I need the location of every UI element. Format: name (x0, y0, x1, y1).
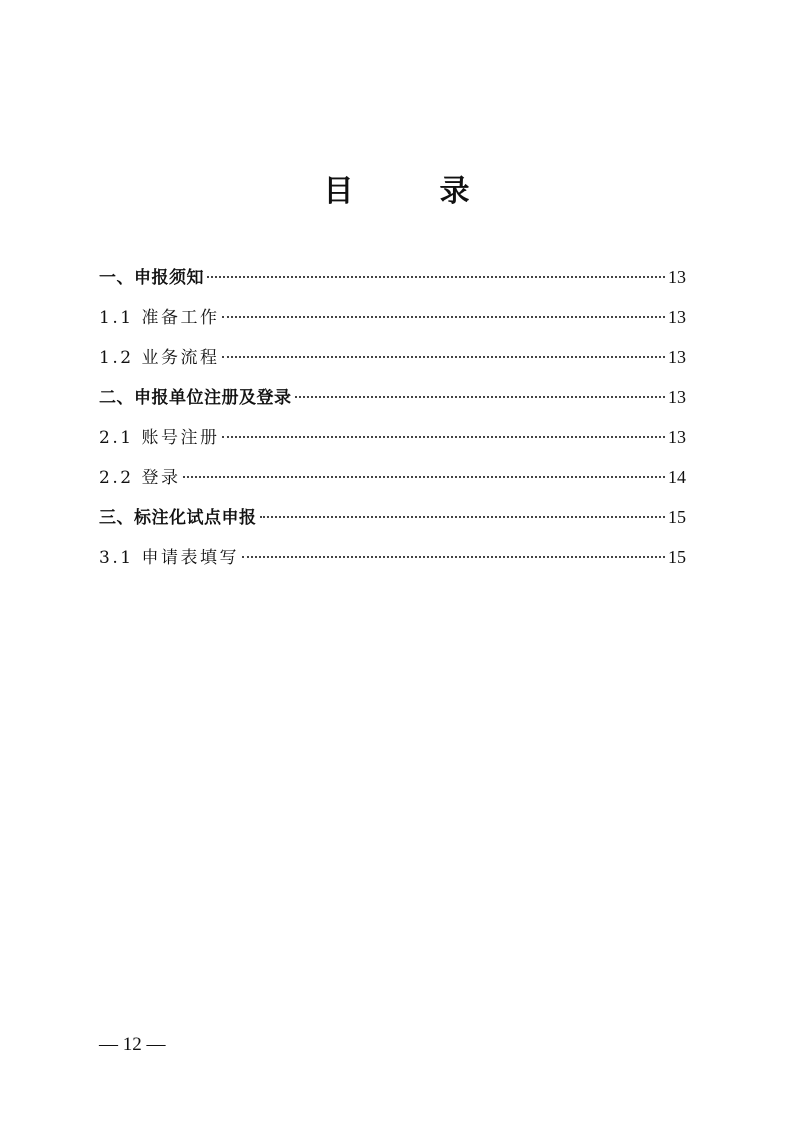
toc-dot-leader (260, 516, 666, 518)
toc-entry[interactable] (99, 502, 686, 542)
toc-entry-page: 13 (668, 427, 686, 447)
toc-entry-label: 三、标注化试点申报 (99, 508, 257, 528)
toc-entry[interactable] (99, 422, 686, 462)
toc-entry-page: 14 (668, 467, 686, 487)
toc-dot-leader (295, 396, 666, 398)
toc-entry-label: 1.2 业务流程 (99, 348, 220, 368)
toc-dot-leader (222, 436, 665, 438)
toc-entry-page: 15 (668, 507, 686, 527)
toc-entry-page: 13 (668, 267, 686, 287)
page-number: — 12 — (99, 1034, 166, 1055)
toc-entry-label: 2.1 账号注册 (99, 428, 220, 448)
toc-dot-leader (242, 556, 665, 558)
table-of-contents (99, 262, 686, 582)
toc-entry-page: 13 (668, 387, 686, 407)
toc-dot-leader (207, 276, 665, 278)
toc-entry[interactable] (99, 302, 686, 342)
toc-entry-page: 13 (668, 347, 686, 367)
toc-entry[interactable] (99, 342, 686, 382)
toc-entry[interactable] (99, 382, 686, 422)
toc-dot-leader (222, 356, 665, 358)
page-title: 目 录 (323, 174, 498, 209)
toc-entry-label: 3.1 申请表填写 (99, 548, 239, 568)
toc-entry-label: 一、申报须知 (99, 268, 204, 288)
toc-dot-leader (183, 476, 665, 478)
toc-dot-leader (222, 316, 665, 318)
toc-entry[interactable] (99, 262, 686, 302)
toc-entry[interactable] (99, 462, 686, 502)
toc-entry-page: 15 (668, 547, 686, 567)
toc-entry-label: 二、申报单位注册及登录 (99, 388, 292, 408)
toc-entry-page: 13 (668, 307, 686, 327)
toc-entry[interactable] (99, 542, 686, 582)
toc-entry-label: 1.1 准备工作 (99, 308, 220, 328)
toc-entry-label: 2.2 登录 (99, 468, 181, 488)
